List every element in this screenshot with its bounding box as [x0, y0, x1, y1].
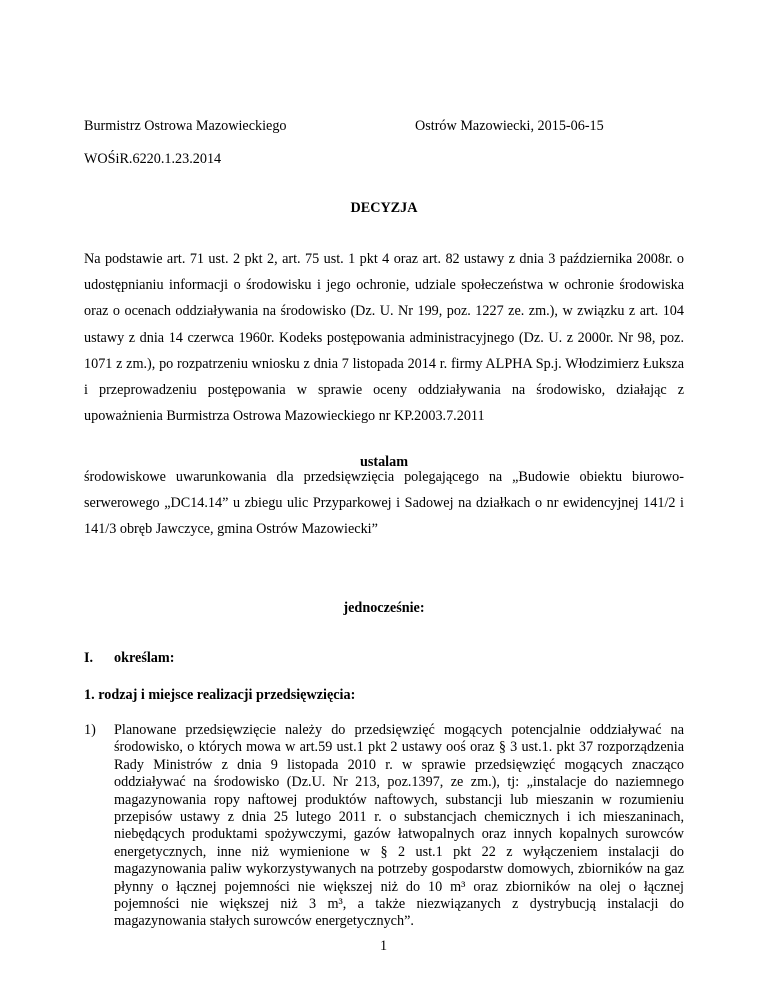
subsection-heading: 1. rodzaj i miejsce realizacji przedsięwzięcia:	[84, 687, 356, 703]
section-number: I.	[84, 650, 94, 666]
ustalam-heading: ustalam	[359, 454, 409, 470]
section-label: określam:	[114, 650, 175, 666]
issuing-authority: Burmistrz Ostrowa Mazowieckiego	[84, 118, 287, 134]
place-and-date: Ostrów Mazowiecki, 2015-06-15	[415, 118, 604, 134]
list-item-text: Planowane przedsięwzięcie należy do przedsięwzięć mogących potencjalnie oddziaływać na środowisko, o których mowa w art.59 ust.1 pkt 2 ustawy ooś oraz § 3 ust.1. pkt 37 rozporządzenia Rady Ministrów z dnia 9 listopada 2010 r. w sprawie przedsięwzięć mogących znacząco oddziaływać na środowisko (Dz.U. Nr 213, poz.1397, ze zm.), tj: „instalacje do naziemnego magazynowania ropy naftowej produktów naftowych, substancji lub mieszanin w rozumieniu przepisów ustawy z dnia 25 lutego 2011 r. o substancjach chemicznych i ich mieszaninach, niebędących produktami spożywczymi, gazów łatwopalnych oraz innych kopalnych surowców energetycznych, inne niż wymienione w § 2 ust.1 pkt 22 z wyłączeniem instalacji do magazynowania paliw wykorzystywanych na potrzeby gospodarstw domowych, zbiorników na gaz płynny o łącznej pojemności nie większej niż do 10 m³ oraz zbiorników na olej o łącznej pojemności nie większej niż 3 m³, a także niezwiązanych z dystrybucją instalacji do magazynowania stałych surowców energetycznych”.	[114, 722, 684, 930]
reference-number: WOŚiR.6220.1.23.2014	[84, 151, 222, 167]
jednoczesnie-heading: jednocześnie:	[343, 600, 425, 616]
ustalam-paragraph: środowiskowe uwarunkowania dla przedsięwzięcia polegającego na „Budowie obiektu biurowo-serwerowego „DC14.14” u zbiegu ulic Przyparkowej i Sadowej na działkach o nr ewidencyjnej 141/2 i 141/3 obręb Jawczyce, gmina Ostrów Mazowiecki”	[84, 469, 684, 538]
list-item-number: 1)	[84, 722, 96, 738]
page-number: 1	[380, 938, 388, 954]
preamble-paragraph: Na podstawie art. 71 ust. 2 pkt 2, art. 75 ust. 1 pkt 4 oraz art. 82 ustawy z dnia 3 października 2008r. o udostępnianiu informacji o środowisku i jego ochronie, udziale społeczeństwa w ochronie środowiska oraz o ocenach oddziaływania na środowisko (Dz. U. Nr 199, poz. 1227 ze. zm.), w związku z art. 104 ustawy z dnia 14 czerwca 1960r. Kodeks postępowania administracyjnego (Dz. U. z 2000r. Nr 98, poz. 1071 z zm.), po rozpatrzeniu wniosku z dnia 7 listopada 2014 r. firmy ALPHA Sp.j. Włodzimierz Łuksza i przeprowadzeniu postępowania w sprawie oceny oddziaływania na środowisko, działając z upoważnienia Burmistrza Ostrowa Mazowieckiego nr KP.2003.7.2011	[84, 251, 684, 425]
document-title: DECYZJA	[350, 200, 418, 216]
